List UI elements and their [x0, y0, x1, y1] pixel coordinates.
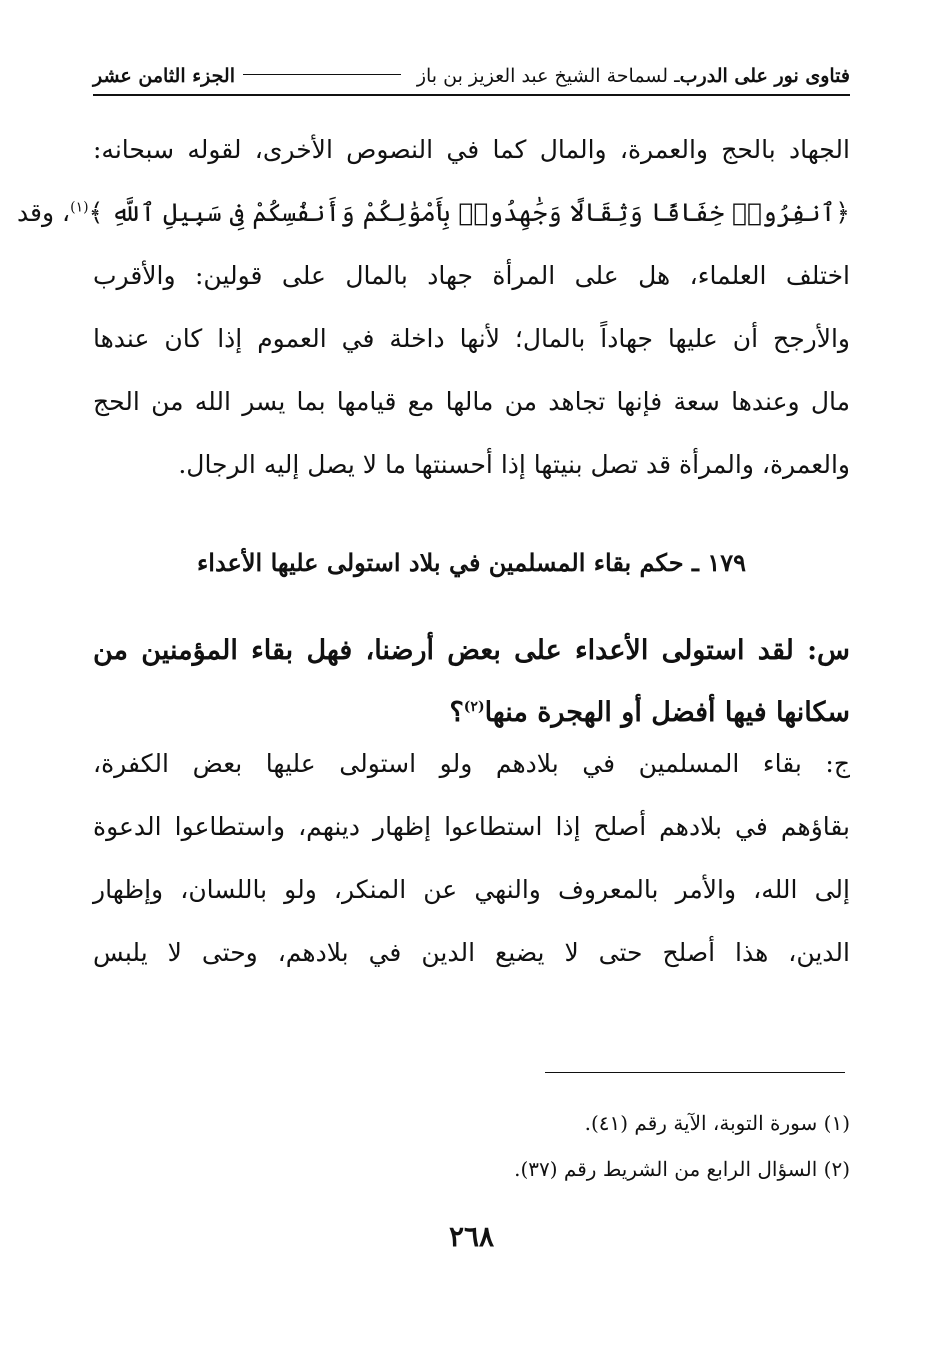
paragraph-line: الجهاد بالحج والعمرة، والمال كما في النصوص الأخرى، لقوله سبحانه:: [93, 135, 850, 164]
running-header: [93, 58, 850, 96]
paragraph-1: [16, 118, 850, 496]
paragraph-line: والعمرة، والمرأة قد تصل بنيتها إذا أحسنتها ما لا يصل إليه الرجال.: [178, 450, 850, 479]
paragraph-line: اختلف العلماء، هل على المرأة جهاد بالمال على قولين: والأقرب: [93, 261, 850, 290]
answer-line: الدين، هذا أصلح حتى لا يضيع الدين في بلادهم، وحتى لا يلبس: [93, 938, 850, 967]
page-number: ٢٦٨: [448, 1220, 495, 1253]
paragraph-line: والأرجح أن عليها جهاداً بالمال؛ لأنها داخلة في العموم إذا كان عندها: [93, 324, 850, 353]
header-part-number: الجزء الثامن عشر: [93, 65, 235, 87]
header-author: ـ لسماحة الشيخ عبد العزيز بن باز: [416, 65, 680, 87]
quran-verse: ﴿ٱنفِرُوا۟ خِفَافًا وَثِقَالًا وَجَٰهِدُوا۟ بِأَمْوَٰلِكُمْ وَأَنفُسِكُمْ فِى سَبِيلِ ٱللَّهِ ﴾: [88, 198, 850, 227]
answer-line: إلى الله، والأمر بالمعروف والنهي عن المنكر، ولو باللسان، وإظهار: [93, 875, 850, 904]
verse-line-tail: ، وقد: [16, 198, 71, 227]
answer-line: بقاؤهم في بلادهم أصلح إذا استطاعوا إظهار دينهم، واستطاعوا الدعوة: [93, 812, 850, 841]
footnote-1: (١) سورة التوبة، الآية رقم (٤١).: [584, 1111, 850, 1135]
header-dash-rule: [243, 74, 401, 75]
question-line: س: لقد استولى الأعداء على بعض أرضنا، فهل بقاء المؤمنين من: [93, 635, 850, 666]
footnote-ref: (٢): [463, 699, 485, 715]
footnote-2: (٢) السؤال الرابع من الشريط رقم (٣٧).: [514, 1157, 850, 1181]
question-text: سكانها فيها أفضل أو الهجرة منها: [484, 697, 850, 728]
footnote-ref: (١): [70, 199, 89, 216]
question-block: [93, 620, 850, 744]
paragraph-line: مال وعندها سعة فإنها تجاهد من مالها مع قيامها بما يسر الله من الحج: [93, 387, 850, 416]
answer-line: ج: بقاء المسلمين في بلادهم ولو استولى عليها بعض الكفرة،: [93, 749, 850, 778]
answer-block: [93, 732, 850, 984]
footnote-separator: [545, 1072, 845, 1073]
section-heading: ١٧٩ ـ حكم بقاء المسلمين في بلاد استولى عليها الأعداء: [197, 548, 746, 577]
quran-verse-line: [16, 181, 850, 244]
footnotes: [93, 1100, 850, 1192]
question-mark: ؟: [449, 697, 464, 728]
header-series-title: فتاوى نور على الدرب: [679, 65, 850, 87]
